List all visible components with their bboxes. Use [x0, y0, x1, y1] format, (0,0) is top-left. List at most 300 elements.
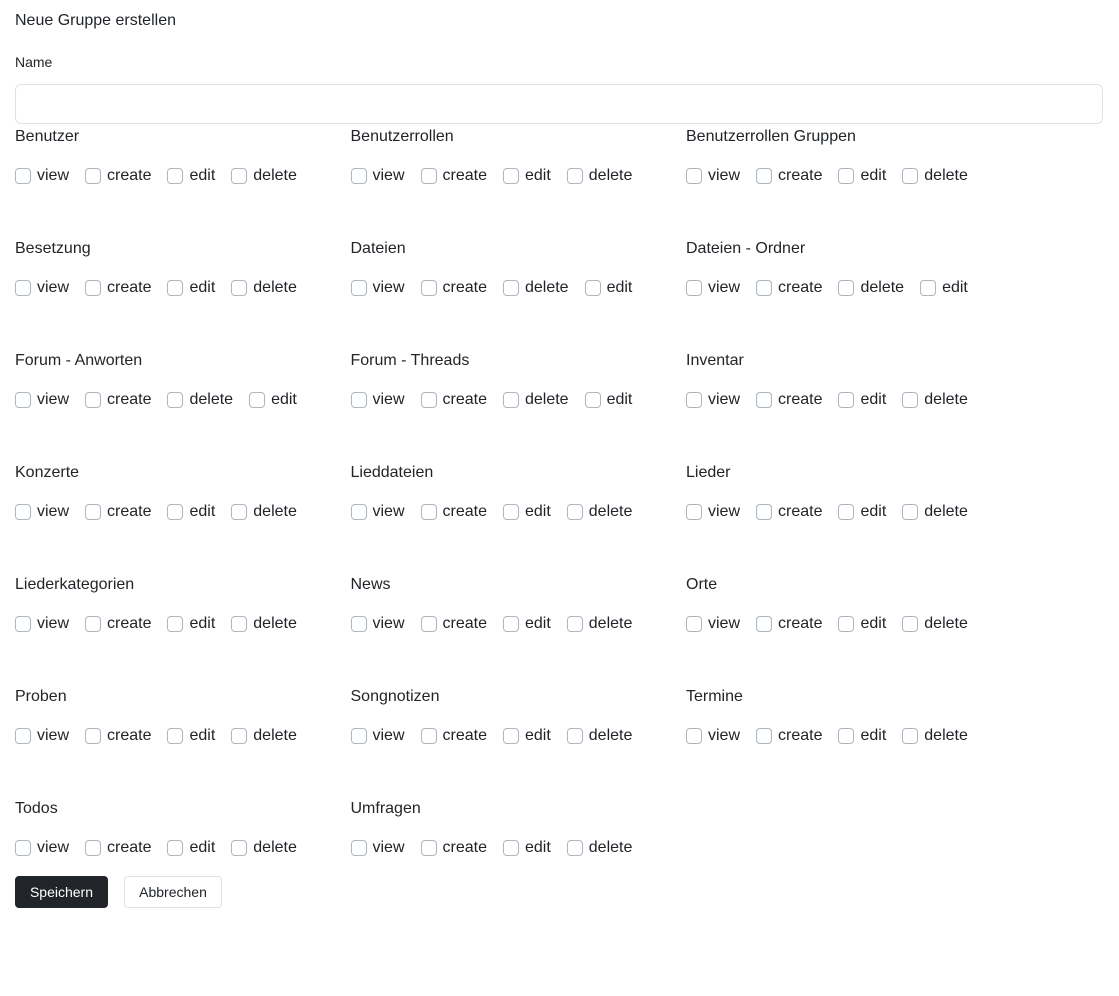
checkbox-box[interactable]: [686, 168, 702, 184]
permission-label: view: [37, 615, 70, 632]
permission-checkbox[interactable]: [756, 503, 822, 521]
permission-group: [686, 460, 1022, 572]
permission-label: create: [442, 279, 487, 296]
permission-group: [686, 684, 1022, 796]
permission-label: delete: [924, 615, 968, 632]
permission-label: delete: [253, 503, 297, 520]
permission-label: view: [37, 279, 70, 296]
permission-checkbox[interactable]: [503, 167, 551, 185]
permission-checkbox[interactable]: [231, 839, 297, 857]
permission-checkbox-row: [15, 503, 313, 521]
checkbox-box[interactable]: [351, 168, 367, 184]
permission-checkbox[interactable]: [838, 167, 886, 185]
permission-label: edit: [606, 279, 633, 296]
checkbox-box[interactable]: [167, 728, 183, 744]
permission-group-title: Konzerte: [15, 464, 80, 481]
permission-label: delete: [924, 391, 968, 408]
checkbox-box[interactable]: [15, 392, 31, 408]
permission-group-title: Songnotizen: [350, 688, 440, 705]
permission-label: view: [708, 391, 741, 408]
permission-checkbox[interactable]: [351, 839, 405, 857]
checkbox-box[interactable]: [15, 616, 31, 632]
permission-checkbox[interactable]: [902, 727, 968, 745]
checkbox-box[interactable]: [351, 728, 367, 744]
permission-group: [351, 236, 687, 348]
permission-label: create: [778, 391, 823, 408]
permission-label: edit: [189, 503, 216, 520]
permission-checkbox[interactable]: [756, 727, 822, 745]
permission-group-title: Todos: [15, 800, 58, 817]
permission-checkbox[interactable]: [686, 167, 740, 185]
permission-checkbox[interactable]: [421, 391, 487, 409]
permission-label: view: [708, 615, 741, 632]
permission-checkbox-row: [351, 279, 649, 297]
permission-label: delete: [924, 167, 968, 184]
permission-label: create: [442, 167, 487, 184]
checkbox-box[interactable]: [902, 392, 918, 408]
permission-checkbox[interactable]: [167, 167, 215, 185]
checkbox-box[interactable]: [85, 504, 101, 520]
permission-group-title: News: [350, 576, 391, 593]
checkbox-box[interactable]: [231, 280, 247, 296]
permission-label: edit: [189, 167, 216, 184]
permission-label: delete: [524, 391, 569, 408]
permission-label: view: [37, 839, 70, 856]
permission-label: edit: [189, 279, 216, 296]
permission-label: delete: [189, 391, 234, 408]
permission-checkbox[interactable]: [902, 391, 968, 409]
permission-checkbox[interactable]: [85, 615, 151, 633]
checkbox-box[interactable]: [15, 168, 31, 184]
permission-checkbox[interactable]: [567, 839, 633, 857]
checkbox-box[interactable]: [421, 280, 437, 296]
permission-checkbox[interactable]: [503, 727, 551, 745]
checkbox-box[interactable]: [167, 392, 183, 408]
permission-label: view: [37, 503, 70, 520]
permission-label: create: [778, 615, 823, 632]
permission-group-title: Benutzerrollen Gruppen: [686, 128, 856, 145]
checkbox-box[interactable]: [838, 280, 854, 296]
permission-label: view: [708, 503, 741, 520]
permission-label: edit: [189, 615, 216, 632]
checkbox-box[interactable]: [351, 392, 367, 408]
permission-checkbox[interactable]: [85, 839, 151, 857]
permission-group-title: Lieder: [686, 464, 731, 481]
permission-checkbox[interactable]: [231, 727, 297, 745]
permission-group-title: Benutzer: [15, 128, 80, 145]
permission-checkbox[interactable]: [85, 167, 151, 185]
name-input[interactable]: [15, 84, 1103, 124]
permission-checkbox-row: [686, 279, 984, 297]
checkbox-box[interactable]: [756, 728, 772, 744]
checkbox-box[interactable]: [231, 840, 247, 856]
checkbox-box[interactable]: [167, 504, 183, 520]
checkbox-box[interactable]: [838, 728, 854, 744]
permission-groups: [15, 124, 1105, 908]
permission-label: view: [37, 727, 70, 744]
permission-checkbox[interactable]: [167, 279, 215, 297]
checkbox-box[interactable]: [167, 168, 183, 184]
permission-label: create: [107, 279, 152, 296]
permission-label: edit: [271, 391, 297, 408]
checkbox-box[interactable]: [85, 392, 101, 408]
permission-group-title: Proben: [15, 688, 67, 705]
permission-label: create: [778, 167, 823, 184]
permission-label: edit: [860, 727, 887, 744]
permission-checkbox-row: [15, 615, 313, 633]
permission-checkbox-row: [15, 391, 313, 409]
checkbox-box[interactable]: [231, 504, 247, 520]
permission-group: [15, 572, 351, 684]
checkbox-box[interactable]: [902, 168, 918, 184]
permission-checkbox[interactable]: [585, 279, 633, 297]
checkbox-box[interactable]: [686, 504, 702, 520]
permission-checkbox[interactable]: [421, 503, 487, 521]
permission-label: edit: [524, 727, 551, 744]
permission-checkbox[interactable]: [85, 727, 151, 745]
checkbox-box[interactable]: [231, 168, 247, 184]
permission-label: delete: [860, 279, 905, 296]
permission-group: [351, 124, 687, 236]
permission-label: view: [372, 391, 405, 408]
permission-group-title: Forum - Anworten: [15, 352, 143, 369]
permission-checkbox[interactable]: [686, 391, 740, 409]
permission-checkbox-row: [15, 167, 313, 185]
permission-checkbox[interactable]: [756, 391, 822, 409]
permission-checkbox[interactable]: [902, 167, 968, 185]
checkbox-box[interactable]: [85, 728, 101, 744]
permission-label: delete: [924, 503, 968, 520]
permission-group: [686, 348, 1022, 460]
permission-label: edit: [860, 167, 887, 184]
checkbox-box[interactable]: [567, 504, 583, 520]
permission-checkbox[interactable]: [421, 279, 487, 297]
permission-checkbox[interactable]: [503, 503, 551, 521]
checkbox-box[interactable]: [567, 840, 583, 856]
checkbox-box[interactable]: [421, 616, 437, 632]
checkbox-box[interactable]: [902, 616, 918, 632]
permission-checkbox[interactable]: [838, 503, 886, 521]
permission-checkbox[interactable]: [756, 615, 822, 633]
permission-label: edit: [860, 503, 887, 520]
checkbox-box[interactable]: [756, 280, 772, 296]
checkbox-box[interactable]: [231, 616, 247, 632]
checkbox-box[interactable]: [503, 168, 519, 184]
checkbox-box[interactable]: [756, 616, 772, 632]
checkbox-box[interactable]: [756, 168, 772, 184]
permission-checkbox[interactable]: [15, 615, 69, 633]
checkbox-box[interactable]: [503, 280, 519, 296]
checkbox-box[interactable]: [167, 280, 183, 296]
permission-checkbox[interactable]: [15, 167, 69, 185]
permission-checkbox-row: [351, 839, 649, 857]
permission-checkbox-row: [351, 503, 649, 521]
permission-checkbox[interactable]: [567, 727, 633, 745]
permission-group: [15, 460, 351, 572]
permission-checkbox[interactable]: [231, 615, 297, 633]
checkbox-box[interactable]: [902, 728, 918, 744]
permission-label: edit: [860, 391, 887, 408]
permission-checkbox[interactable]: [421, 615, 487, 633]
permission-label: create: [442, 503, 487, 520]
permission-group-title: Lieddateien: [350, 464, 434, 481]
permission-checkbox[interactable]: [567, 615, 633, 633]
checkbox-box[interactable]: [838, 504, 854, 520]
permission-group-title: Inventar: [686, 352, 744, 369]
checkbox-box[interactable]: [421, 168, 437, 184]
permission-group-title: Liederkategorien: [15, 576, 135, 593]
checkbox-box[interactable]: [249, 392, 265, 408]
checkbox-box[interactable]: [351, 504, 367, 520]
checkbox-box[interactable]: [686, 616, 702, 632]
permission-label: delete: [253, 839, 297, 856]
checkbox-box[interactable]: [421, 840, 437, 856]
permission-checkbox[interactable]: [15, 391, 69, 409]
checkbox-box[interactable]: [567, 616, 583, 632]
permission-checkbox[interactable]: [167, 503, 215, 521]
checkbox-box[interactable]: [421, 728, 437, 744]
permission-group: [351, 684, 687, 796]
permission-checkbox[interactable]: [503, 615, 551, 633]
checkbox-box[interactable]: [85, 280, 101, 296]
permission-checkbox-row: [351, 727, 649, 745]
permission-checkbox[interactable]: [503, 279, 569, 297]
permission-group-title: Forum - Threads: [350, 352, 470, 369]
checkbox-box[interactable]: [503, 616, 519, 632]
permission-group-title: Dateien: [350, 240, 406, 257]
permission-checkbox-row: [15, 727, 313, 745]
permission-checkbox[interactable]: [503, 391, 569, 409]
permission-label: view: [372, 839, 405, 856]
checkbox-box[interactable]: [351, 616, 367, 632]
permission-checkbox[interactable]: [585, 391, 633, 409]
permission-label: edit: [606, 391, 633, 408]
permission-group-title: Umfragen: [350, 800, 421, 817]
permission-checkbox[interactable]: [351, 391, 405, 409]
checkbox-box[interactable]: [756, 392, 772, 408]
permission-checkbox[interactable]: [351, 615, 405, 633]
permission-label: edit: [524, 615, 551, 632]
checkbox-box[interactable]: [85, 840, 101, 856]
permission-group: [351, 796, 687, 908]
permission-label: create: [107, 839, 152, 856]
permission-label: view: [37, 391, 70, 408]
permission-checkbox[interactable]: [231, 503, 297, 521]
permission-label: view: [372, 615, 405, 632]
permission-checkbox-row: [686, 615, 984, 633]
checkbox-box[interactable]: [167, 840, 183, 856]
checkbox-box[interactable]: [838, 392, 854, 408]
permission-checkbox[interactable]: [902, 615, 968, 633]
permission-checkbox-row: [686, 167, 984, 185]
checkbox-box[interactable]: [838, 616, 854, 632]
permission-checkbox[interactable]: [167, 391, 233, 409]
permission-checkbox[interactable]: [351, 279, 405, 297]
permission-group-title: Orte: [686, 576, 718, 593]
page-title: Neue Gruppe erstellen: [15, 12, 176, 29]
permission-checkbox-row: [686, 391, 984, 409]
permission-label: create: [107, 391, 152, 408]
permission-checkbox[interactable]: [686, 727, 740, 745]
permission-checkbox[interactable]: [920, 279, 968, 297]
checkbox-box[interactable]: [567, 168, 583, 184]
permission-label: delete: [253, 615, 297, 632]
permission-label: edit: [524, 503, 551, 520]
checkbox-box[interactable]: [15, 504, 31, 520]
permission-checkbox[interactable]: [249, 391, 297, 409]
permission-checkbox[interactable]: [15, 727, 69, 745]
permission-checkbox[interactable]: [231, 167, 297, 185]
checkbox-box[interactable]: [351, 840, 367, 856]
checkbox-box[interactable]: [686, 392, 702, 408]
permission-label: edit: [189, 727, 216, 744]
form-actions: [15, 876, 222, 908]
permission-checkbox[interactable]: [421, 727, 487, 745]
permission-checkbox[interactable]: [85, 391, 151, 409]
checkbox-box[interactable]: [15, 280, 31, 296]
permission-checkbox[interactable]: [686, 615, 740, 633]
permission-label: delete: [524, 279, 569, 296]
permission-checkbox[interactable]: [838, 615, 886, 633]
permission-group: [351, 348, 687, 460]
checkbox-box[interactable]: [15, 840, 31, 856]
checkbox-box[interactable]: [351, 280, 367, 296]
permission-checkbox-row: [15, 839, 313, 857]
checkbox-box[interactable]: [503, 504, 519, 520]
checkbox-box[interactable]: [756, 504, 772, 520]
permission-label: create: [778, 279, 823, 296]
permission-checkbox[interactable]: [686, 503, 740, 521]
checkbox-box[interactable]: [686, 728, 702, 744]
permission-checkbox[interactable]: [167, 839, 215, 857]
permission-label: delete: [253, 727, 297, 744]
checkbox-box[interactable]: [85, 168, 101, 184]
permission-checkbox[interactable]: [838, 391, 886, 409]
checkbox-box[interactable]: [585, 280, 601, 296]
checkbox-box[interactable]: [421, 392, 437, 408]
permission-label: create: [442, 727, 487, 744]
permission-label: view: [37, 167, 70, 184]
permission-checkbox-row: [351, 167, 649, 185]
permission-checkbox[interactable]: [15, 503, 69, 521]
permission-label: edit: [524, 167, 551, 184]
permission-checkbox[interactable]: [567, 167, 633, 185]
checkbox-box[interactable]: [421, 504, 437, 520]
checkbox-box[interactable]: [231, 728, 247, 744]
permission-checkbox[interactable]: [231, 279, 297, 297]
permission-checkbox[interactable]: [85, 503, 151, 521]
permission-checkbox-row: [351, 391, 649, 409]
permission-checkbox[interactable]: [351, 503, 405, 521]
permission-checkbox[interactable]: [567, 503, 633, 521]
permission-label: delete: [253, 279, 297, 296]
permission-checkbox[interactable]: [902, 503, 968, 521]
checkbox-box[interactable]: [503, 392, 519, 408]
permission-group: [15, 124, 351, 236]
permission-checkbox[interactable]: [15, 839, 69, 857]
checkbox-box[interactable]: [920, 280, 936, 296]
permission-checkbox[interactable]: [756, 279, 822, 297]
permission-label: view: [372, 279, 405, 296]
permission-label: create: [107, 503, 152, 520]
permission-label: create: [442, 615, 487, 632]
permission-label: edit: [860, 615, 887, 632]
permission-checkbox[interactable]: [686, 279, 740, 297]
save-button[interactable]: Speichern: [15, 876, 108, 908]
permission-checkbox[interactable]: [351, 167, 405, 185]
permission-label: view: [372, 727, 405, 744]
checkbox-box[interactable]: [567, 728, 583, 744]
permission-checkbox-row: [15, 279, 313, 297]
checkbox-box[interactable]: [15, 728, 31, 744]
name-label: Name: [15, 54, 53, 70]
permission-checkbox[interactable]: [167, 727, 215, 745]
permission-label: view: [708, 727, 741, 744]
permission-label: create: [778, 727, 823, 744]
cancel-button[interactable]: Abbrechen: [124, 876, 222, 908]
permission-label: create: [442, 391, 487, 408]
permission-checkbox[interactable]: [85, 279, 151, 297]
permission-checkbox[interactable]: [351, 727, 405, 745]
permission-label: delete: [588, 839, 633, 856]
permission-label: delete: [924, 727, 968, 744]
permission-label: edit: [942, 279, 968, 296]
checkbox-box[interactable]: [902, 504, 918, 520]
checkbox-box[interactable]: [585, 392, 601, 408]
permission-label: delete: [588, 615, 633, 632]
permission-group: [351, 460, 687, 572]
permission-group-title: Benutzerrollen: [350, 128, 454, 145]
permission-group-title: Dateien - Ordner: [686, 240, 806, 257]
permission-label: delete: [588, 167, 633, 184]
permission-label: create: [107, 615, 152, 632]
checkbox-box[interactable]: [686, 280, 702, 296]
permission-group: [15, 236, 351, 348]
permission-label: create: [107, 167, 152, 184]
checkbox-box[interactable]: [85, 616, 101, 632]
checkbox-box[interactable]: [503, 728, 519, 744]
permission-group: [686, 236, 1022, 348]
permission-label: delete: [588, 503, 633, 520]
permission-group: [15, 684, 351, 796]
permission-label: delete: [588, 727, 633, 744]
permission-checkbox[interactable]: [503, 839, 551, 857]
permission-label: edit: [524, 839, 551, 856]
permission-checkbox[interactable]: [838, 279, 904, 297]
permission-label: view: [708, 279, 741, 296]
permission-checkbox[interactable]: [838, 727, 886, 745]
permission-checkbox-row: [351, 615, 649, 633]
permission-group: [15, 348, 351, 460]
checkbox-box[interactable]: [838, 168, 854, 184]
permission-group: [686, 124, 1022, 236]
permission-checkbox[interactable]: [167, 615, 215, 633]
permission-label: view: [372, 167, 405, 184]
permission-label: view: [708, 167, 741, 184]
permission-group-title: Besetzung: [15, 240, 91, 257]
checkbox-box[interactable]: [503, 840, 519, 856]
permission-label: edit: [189, 839, 216, 856]
permission-group: [351, 572, 687, 684]
permission-label: create: [778, 503, 823, 520]
permission-group: [686, 572, 1022, 684]
permission-checkbox[interactable]: [421, 167, 487, 185]
permission-checkbox[interactable]: [15, 279, 69, 297]
permission-checkbox[interactable]: [756, 167, 822, 185]
permission-label: delete: [253, 167, 297, 184]
checkbox-box[interactable]: [167, 616, 183, 632]
permission-checkbox[interactable]: [421, 839, 487, 857]
